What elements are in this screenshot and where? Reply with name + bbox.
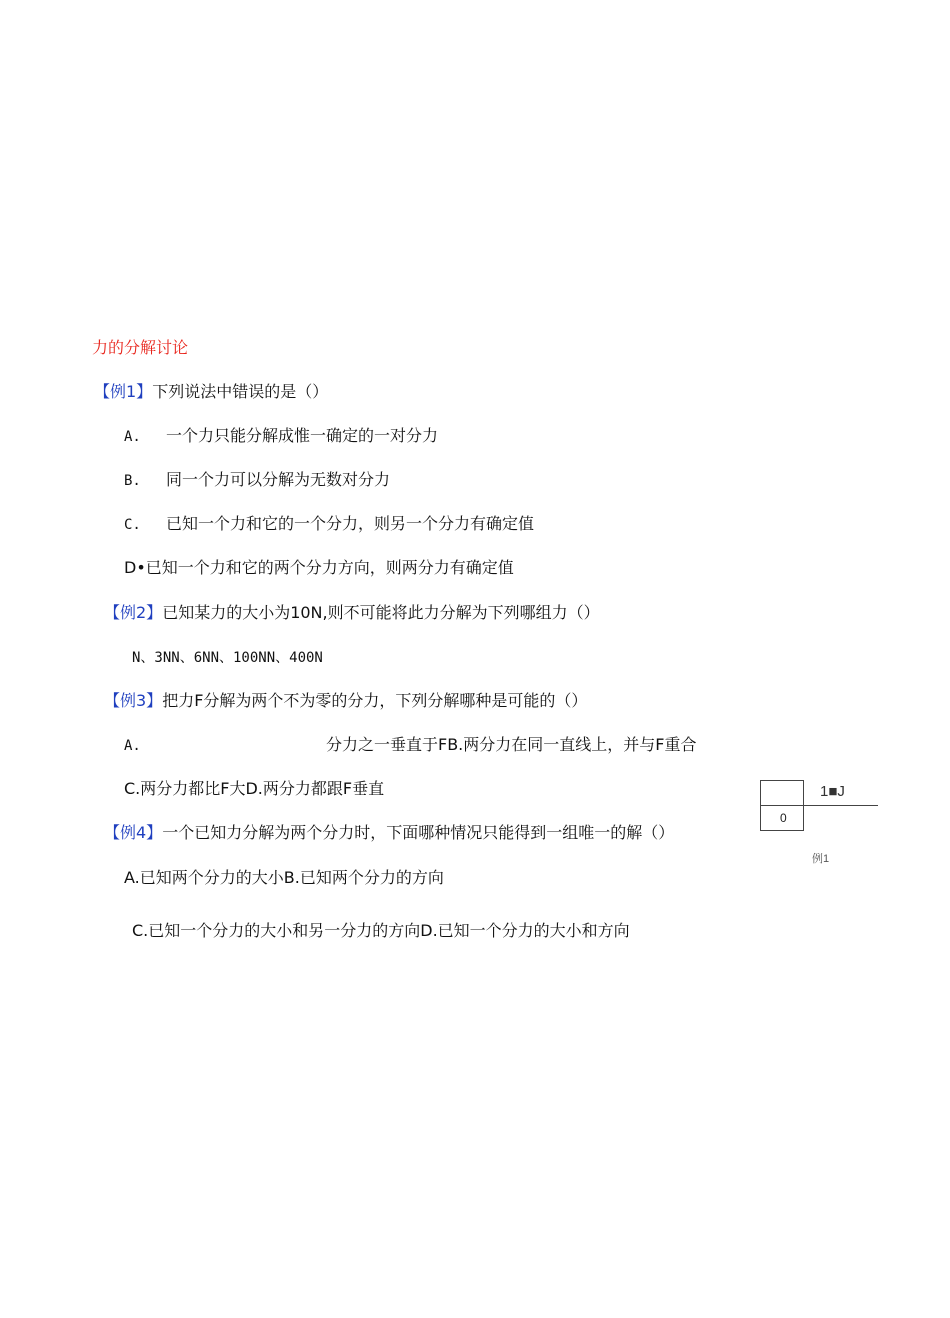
option-label: A. [124,738,141,754]
option-label: C. [124,517,141,533]
page-title: 力的分解讨论 [92,338,189,357]
option-text: 已知一个力和它的一个分力，则另一个分力有确定值 [166,514,535,533]
question-4 [104,823,674,843]
option-b [124,470,391,491]
option-label: B. [124,473,141,489]
options-line-2: C.两分力都比F大D.两分力都跟F垂直 [124,779,385,798]
option-a [124,426,439,447]
question-2 [104,603,600,623]
option-text: 一个力只能分解成惟一确定的一对分力 [166,426,439,445]
option-label: A. [124,429,141,445]
options-line-2: C.已知一个分力的大小和另一分力的方向D.已知一个分力的大小和方向 [132,921,630,940]
question-stem: 下列说法中错误的是（） [152,382,329,401]
options-line-1: A.已知两个分力的大小B.已知两个分力的方向 [124,868,444,887]
option-d: D•已知一个力和它的两个分力方向，则两分力有确定值 [124,558,514,577]
figure-label-top: 1■J [820,783,845,800]
question-tag: 【例4】 [104,823,163,842]
options-line-1 [124,735,697,756]
question-3 [104,691,587,711]
figure-baseline [803,805,878,806]
option-text: 同一个力可以分解为无数对分力 [166,470,391,489]
figure [760,778,880,865]
question-1 [94,382,328,402]
question-stem: 已知某力的大小为10N,则不可能将此力分解为下列哪组力（） [162,603,600,622]
question-stem: 把力F分解为两个不为零的分力，下列分解哪种是可能的（） [162,691,588,710]
option-c [124,514,535,535]
question-tag: 【例1】 [94,382,153,401]
options-line: N、3NN、6NN、100NN、400N [132,650,323,666]
question-stem: 一个已知力分解为两个分力时，下面哪种情况只能得到一组唯一的解（） [162,823,675,842]
figure-caption: 例1 [812,853,830,865]
figure-box-top [760,780,804,806]
question-tag: 【例3】 [104,691,163,710]
figure-label-bottom: 0 [780,811,787,825]
question-tag: 【例2】 [104,603,163,622]
option-text: 分力之一垂直于FB.两分力在同一直线上，并与F重合 [326,735,697,754]
